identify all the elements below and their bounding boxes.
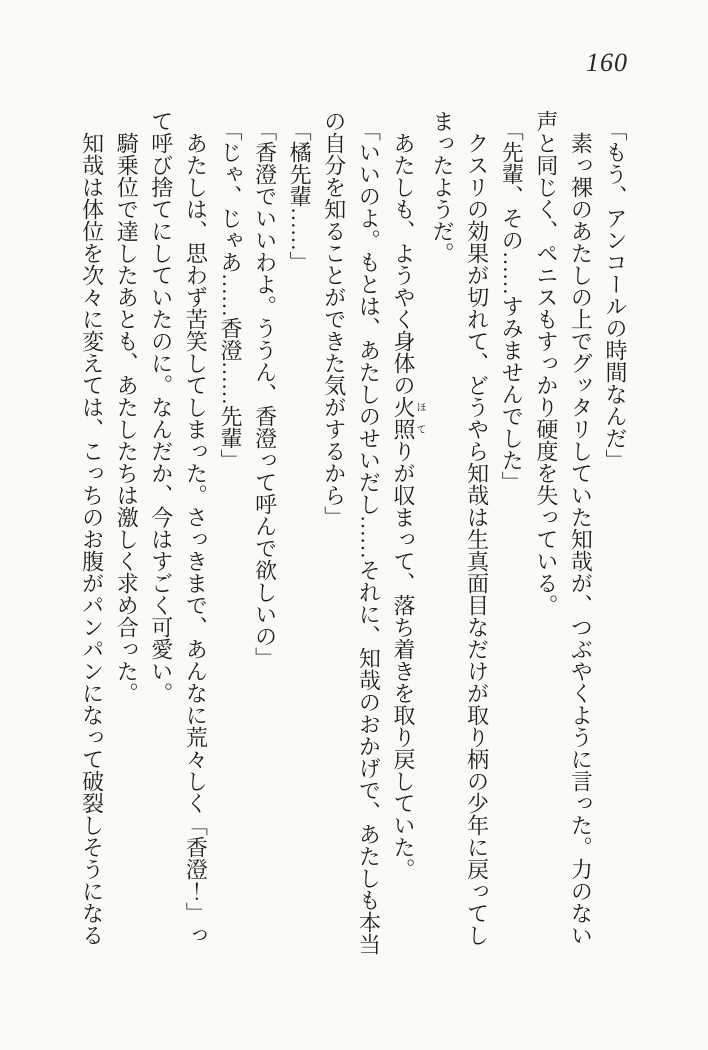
text-line: 「香澄でいいわよ。ううん、香澄って呼んで欲しいの」 — [252, 119, 278, 669]
text-line: 「先輩、その……すみませんでした」 — [499, 119, 525, 493]
text-line: あたしも、ようやく身体の火照ほてりが収まって、落ち着きを取り戻していた。 — [390, 132, 425, 880]
text-line: 「いいのよ。もとは、あたしのせいだし……それに、知哉のおかげで、あたしも本当 — [356, 119, 382, 955]
text-line: 声と同じく、ペニスもすっかり硬度を失っている。 — [533, 110, 559, 616]
text-line: 騎乗位で達したあとも、あたしたちは激しく求め合った。 — [114, 132, 140, 704]
text-line: 知哉は体位を次々に変えては、こっちのお腹がパンパンになって破裂しそうになる — [79, 132, 105, 946]
text-line: あたしは、思わず苦笑してしまった。さっきまで、あんなに荒々しく「香澄！」っ — [183, 132, 209, 946]
text-line: の自分を知ることができた気がするから」 — [321, 110, 347, 528]
ruby-annotated-word: 火照ほて — [390, 396, 425, 440]
text-line: て呼び捨てにしていたのに。なんだか、今はすごく可愛い。 — [148, 110, 174, 704]
page-number: 160 — [586, 48, 628, 77]
text-line: 「もう、アンコールの時間なんだ」 — [603, 119, 628, 471]
text-line: 素っ裸のあたしの上でグッタリしていた知哉が、つぶやくように言った。力のない — [568, 132, 594, 946]
vertical-text-block — [74, 110, 632, 954]
text-line: クスリの効果が切れて、どうやら知哉は生真面目なだけが取り柄の少年に戻ってし — [464, 132, 490, 946]
text-line: 「じゃ、じゃあ……香澄……先輩」 — [217, 119, 243, 471]
text-line: まったようだ。 — [430, 110, 456, 264]
text-line: 「橘先輩……」 — [287, 119, 313, 273]
